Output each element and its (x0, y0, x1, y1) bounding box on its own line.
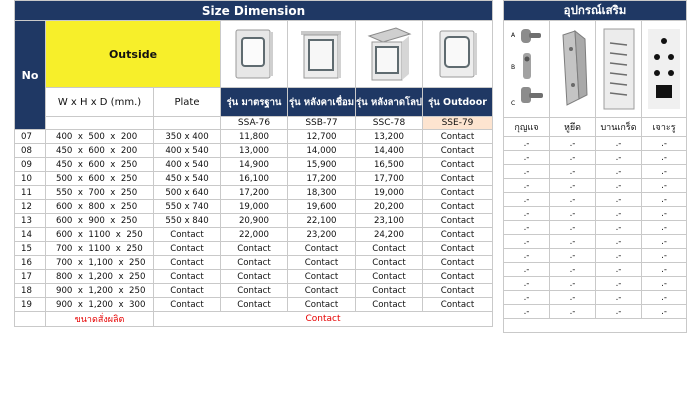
row-dimensions: 500 x 600 x 250 (46, 172, 154, 186)
row-price-ssa: Contact (221, 298, 288, 312)
dim-w: 600 (56, 229, 73, 240)
row-plate: 550 x 740 (154, 200, 221, 214)
lock-letter-c: C (510, 100, 515, 107)
row-plate: Contact (154, 256, 221, 270)
row-number: 11 (15, 186, 46, 200)
row-dimensions: 900 x 1,200 x 250 (46, 284, 154, 298)
dim-w: 900 (56, 299, 73, 310)
dim-h: 600 (88, 159, 105, 170)
row-dimensions: 600 x 900 x 250 (46, 214, 154, 228)
row-price-ssc: 20,200 (356, 200, 423, 214)
accessory-cell: .- (550, 179, 596, 193)
row-dimensions: 600 x 1100 x 250 (46, 228, 154, 242)
row-price-ssc: 17,700 (356, 172, 423, 186)
accessory-cell: .- (550, 165, 596, 179)
outside-header: Outside (46, 21, 221, 88)
accessory-row (504, 207, 687, 221)
accessory-cell: .- (550, 207, 596, 221)
dim-w: 400 (56, 131, 73, 142)
accessory-row (504, 137, 687, 151)
dim-w: 700 (56, 257, 73, 268)
dim-d: 250 (120, 173, 138, 184)
row-dimensions: 600 x 800 x 250 (46, 200, 154, 214)
accessory-cell: .- (642, 179, 687, 193)
accessory-cell: .- (550, 221, 596, 235)
accessory-cell: .- (550, 151, 596, 165)
custom-size-label: ขนาดสั่งผลิต (46, 312, 154, 327)
accessory-cell: .- (642, 165, 687, 179)
row-plate: 550 x 840 (154, 214, 221, 228)
row-price-ssa: 22,000 (221, 228, 288, 242)
accessory-cell: .- (642, 249, 687, 263)
accessory-cell: .- (504, 165, 550, 179)
table-row (15, 186, 493, 200)
accessory-row (504, 193, 687, 207)
row-price-ssb: Contact (288, 242, 356, 256)
accessory-cell: .- (596, 305, 642, 319)
accessory-cell: .- (504, 263, 550, 277)
row-price-ssa: 11,800 (221, 130, 288, 144)
table-row (15, 158, 493, 172)
row-price-ssc: Contact (356, 298, 423, 312)
lock-handle-icon (504, 21, 550, 118)
accessory-cell: .- (596, 291, 642, 305)
table-row (15, 144, 493, 158)
row-dimensions: 900 x 1,200 x 300 (46, 298, 154, 312)
accessories-table (503, 0, 686, 333)
row-plate: 350 x 400 (154, 130, 221, 144)
row-price-ssc: 14,400 (356, 144, 423, 158)
model-code-ssa: SSA-76 (221, 117, 288, 130)
row-number: 18 (15, 284, 46, 298)
row-price-ssc: 23,100 (356, 214, 423, 228)
accessory-cell: .- (596, 193, 642, 207)
row-price-ssa: 13,000 (221, 144, 288, 158)
dim-d: 250 (126, 229, 143, 240)
accessory-cell: .- (504, 305, 550, 319)
row-price-ssc: Contact (356, 242, 423, 256)
dim-h: 1,200 (88, 299, 114, 310)
row-price-ssa: Contact (221, 270, 288, 284)
plate-header: Plate (154, 88, 221, 117)
row-number: 15 (15, 242, 46, 256)
accessory-row (504, 179, 687, 193)
row-price-sse: Contact (423, 228, 493, 242)
model-name-ssc: รุ่น หลังลาดโลป (356, 88, 423, 117)
row-price-ssb: 12,700 (288, 130, 356, 144)
accessory-cell: .- (504, 193, 550, 207)
cabinet-welded-roof-icon (288, 21, 356, 88)
accessory-cell: .- (642, 305, 687, 319)
accessory-cell: .- (596, 137, 642, 151)
table-row (15, 270, 493, 284)
row-price-ssb: Contact (288, 284, 356, 298)
dim-d: 250 (126, 243, 143, 254)
model-name-ssb: รุ่น หลังคาเชื่อม (288, 88, 356, 117)
dim-h: 1100 (88, 243, 111, 254)
row-price-sse: Contact (423, 214, 493, 228)
size-dimension-table (14, 0, 492, 327)
row-plate: Contact (154, 228, 221, 242)
row-price-sse: Contact (423, 256, 493, 270)
row-price-ssa: Contact (221, 256, 288, 270)
accessory-cell: .- (596, 179, 642, 193)
cabinet-standard-icon (221, 21, 288, 88)
dim-w: 450 (56, 159, 73, 170)
table-row (15, 200, 493, 214)
dim-w: 800 (56, 271, 73, 282)
row-number: 08 (15, 144, 46, 158)
accessory-cell: .- (596, 165, 642, 179)
row-price-sse: Contact (423, 200, 493, 214)
accessory-cell: .- (642, 263, 687, 277)
accessory-cell: .- (550, 263, 596, 277)
accessory-cell: .- (642, 193, 687, 207)
dim-d: 250 (129, 257, 146, 268)
row-price-ssa: Contact (221, 284, 288, 298)
row-price-ssb: 19,600 (288, 200, 356, 214)
row-number: 07 (15, 130, 46, 144)
row-price-ssb: Contact (288, 298, 356, 312)
row-price-sse: Contact (423, 172, 493, 186)
cabinet-slope-roof-icon (356, 21, 423, 88)
accessory-label-holes: เจาะรู (642, 118, 687, 137)
accessory-cell: .- (550, 137, 596, 151)
dim-h: 500 (88, 131, 105, 142)
accessory-cell: .- (550, 305, 596, 319)
dim-h: 1100 (88, 229, 111, 240)
row-dimensions: 450 x 600 x 200 (46, 144, 154, 158)
accessory-cell: .- (642, 291, 687, 305)
row-plate: Contact (154, 284, 221, 298)
row-price-sse: Contact (423, 284, 493, 298)
row-price-ssc: 13,200 (356, 130, 423, 144)
accessory-label-louver: บานเกร็ด (596, 118, 642, 137)
table-title: Size Dimension (15, 1, 493, 21)
dim-h: 600 (88, 145, 105, 156)
model-code-ssb: SSB-77 (288, 117, 356, 130)
table-row (15, 256, 493, 270)
dim-h: 1,100 (88, 257, 114, 268)
accessory-cell: .- (642, 207, 687, 221)
dim-w: 900 (56, 285, 73, 296)
row-dimensions: 400 x 500 x 200 (46, 130, 154, 144)
row-number: 19 (15, 298, 46, 312)
table-row (15, 228, 493, 242)
accessory-cell: .- (550, 193, 596, 207)
row-price-ssb: Contact (288, 256, 356, 270)
row-plate: 500 x 640 (154, 186, 221, 200)
row-dimensions: 550 x 700 x 250 (46, 186, 154, 200)
dim-d: 250 (120, 187, 138, 198)
row-price-ssa: 17,200 (221, 186, 288, 200)
row-number: 14 (15, 228, 46, 242)
row-price-sse: Contact (423, 186, 493, 200)
accessory-cell: .- (504, 235, 550, 249)
row-dimensions: 700 x 1100 x 250 (46, 242, 154, 256)
dim-d: 250 (120, 215, 138, 226)
accessory-cell: .- (504, 179, 550, 193)
row-plate: 400 x 540 (154, 158, 221, 172)
row-price-ssb: 22,100 (288, 214, 356, 228)
lock-letter-b: B (510, 64, 515, 71)
dim-h: 700 (88, 187, 105, 198)
row-price-ssb: 18,300 (288, 186, 356, 200)
accessory-cell: .- (642, 137, 687, 151)
row-price-ssb: 14,000 (288, 144, 356, 158)
row-number: 17 (15, 270, 46, 284)
dim-h: 1,200 (88, 271, 114, 282)
row-plate: Contact (154, 298, 221, 312)
accessory-cell: .- (596, 235, 642, 249)
dim-d: 250 (120, 201, 138, 212)
row-price-ssc: 24,200 (356, 228, 423, 242)
row-price-ssc: 19,000 (356, 186, 423, 200)
accessory-cell: .- (596, 221, 642, 235)
accessory-cell: .- (596, 207, 642, 221)
accessory-cell: .- (504, 151, 550, 165)
accessory-row (504, 221, 687, 235)
accessory-row (504, 151, 687, 165)
row-number: 12 (15, 200, 46, 214)
row-number: 09 (15, 158, 46, 172)
accessory-cell: .- (642, 277, 687, 291)
dim-w: 500 (56, 173, 73, 184)
accessory-cell: .- (504, 277, 550, 291)
row-price-ssc: Contact (356, 270, 423, 284)
dim-d: 250 (120, 159, 138, 170)
row-number: 10 (15, 172, 46, 186)
dim-w: 550 (56, 187, 73, 198)
model-name-sse: รุ่น Outdoor (423, 88, 493, 117)
model-code-sse: SSE-79 (423, 117, 493, 130)
dim-d: 200 (120, 131, 138, 142)
row-price-sse: Contact (423, 298, 493, 312)
accessory-row (504, 263, 687, 277)
row-price-ssb: 15,900 (288, 158, 356, 172)
row-price-ssa: 16,100 (221, 172, 288, 186)
punched-holes-icon (642, 21, 687, 118)
row-price-ssc: Contact (356, 256, 423, 270)
model-code-ssc: SSC-78 (356, 117, 423, 130)
dim-d: 250 (129, 285, 146, 296)
accessory-cell: .- (642, 151, 687, 165)
row-price-sse: Contact (423, 270, 493, 284)
row-plate: Contact (154, 242, 221, 256)
accessory-cell: .- (550, 277, 596, 291)
row-dimensions: 700 x 1,100 x 250 (46, 256, 154, 270)
row-price-sse: Contact (423, 158, 493, 172)
dim-w: 600 (56, 201, 73, 212)
row-price-ssb: 23,200 (288, 228, 356, 242)
accessory-row (504, 235, 687, 249)
accessory-cell: .- (596, 263, 642, 277)
model-name-ssa: รุ่น มาตรฐาน (221, 88, 288, 117)
whd-header: W x H x D (mm.) (46, 88, 154, 117)
row-price-ssa: 14,900 (221, 158, 288, 172)
row-price-ssa: 19,000 (221, 200, 288, 214)
row-price-sse: Contact (423, 242, 493, 256)
row-plate: 400 x 540 (154, 144, 221, 158)
accessory-cell: .- (642, 235, 687, 249)
dim-h: 800 (88, 201, 105, 212)
dim-h: 900 (88, 215, 105, 226)
dim-d: 300 (129, 299, 146, 310)
dim-h: 600 (88, 173, 105, 184)
accessory-cell: .- (504, 221, 550, 235)
cabinet-outdoor-icon (423, 21, 493, 88)
row-price-sse: Contact (423, 130, 493, 144)
lock-letter-a: A (510, 32, 515, 39)
accessory-cell: .- (504, 207, 550, 221)
row-price-ssb: 17,200 (288, 172, 356, 186)
accessory-row (504, 305, 687, 319)
dim-d: 200 (120, 145, 138, 156)
dim-h: 1,200 (88, 285, 114, 296)
table-row (15, 214, 493, 228)
row-price-sse: Contact (423, 144, 493, 158)
accessory-cell: .- (504, 291, 550, 305)
accessories-title: อุปกรณ์เสริม (504, 1, 687, 21)
accessory-cell: .- (596, 151, 642, 165)
accessory-label-bracket: หูยึด (550, 118, 596, 137)
table-row (15, 298, 493, 312)
row-price-ssc: 16,500 (356, 158, 423, 172)
row-dimensions: 800 x 1,200 x 250 (46, 270, 154, 284)
accessory-cell: .- (550, 235, 596, 249)
dim-w: 600 (56, 215, 73, 226)
custom-size-contact: Contact (154, 312, 493, 327)
row-dimensions: 450 x 600 x 250 (46, 158, 154, 172)
accessory-cell: .- (642, 221, 687, 235)
row-price-ssc: Contact (356, 284, 423, 298)
row-price-ssa: 20,900 (221, 214, 288, 228)
table-row (15, 130, 493, 144)
row-number: 13 (15, 214, 46, 228)
accessory-cell: .- (596, 277, 642, 291)
accessory-row (504, 249, 687, 263)
dim-w: 450 (56, 145, 73, 156)
accessory-cell: .- (504, 249, 550, 263)
row-price-ssa: Contact (221, 242, 288, 256)
dim-w: 700 (56, 243, 73, 254)
table-row (15, 242, 493, 256)
accessory-cell: .- (550, 291, 596, 305)
no-header: No (15, 21, 46, 130)
dim-d: 250 (129, 271, 146, 282)
accessory-cell: .- (504, 137, 550, 151)
louver-panel-icon (596, 21, 642, 118)
row-number: 16 (15, 256, 46, 270)
accessory-row (504, 277, 687, 291)
accessory-label-key: กุญแจ (504, 118, 550, 137)
accessory-cell: .- (550, 249, 596, 263)
accessory-cell: .- (596, 249, 642, 263)
row-price-ssb: Contact (288, 270, 356, 284)
table-row (15, 284, 493, 298)
mounting-bracket-icon (550, 21, 596, 118)
row-plate: 450 x 540 (154, 172, 221, 186)
table-row (15, 172, 493, 186)
row-plate: Contact (154, 270, 221, 284)
accessory-row (504, 165, 687, 179)
accessory-row (504, 291, 687, 305)
